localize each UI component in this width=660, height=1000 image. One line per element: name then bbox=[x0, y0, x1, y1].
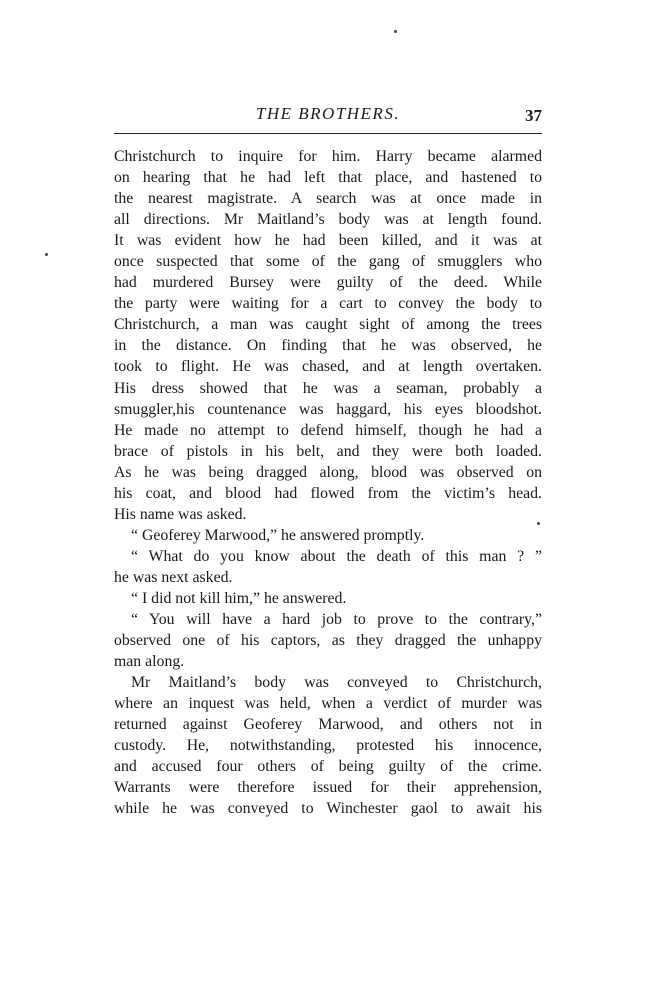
text-line: had murdered Bursey were guilty of the deed. While bbox=[114, 274, 542, 292]
text-line: It was evident how he had been killed, and it was at bbox=[114, 232, 542, 250]
text-line: Mr Maitland’s body was conveyed to Christchurch, bbox=[131, 674, 542, 692]
speck-mark bbox=[394, 30, 397, 33]
text-line: “ Geoferey Marwood,” he answered promptly. bbox=[131, 526, 425, 544]
body-text bbox=[114, 146, 542, 820]
text-line: returned against Geoferey Marwood, and others not in bbox=[114, 716, 542, 734]
text-line: custody. He, notwithstanding, protested his innocence, bbox=[114, 737, 542, 755]
text-line: he was next asked. bbox=[114, 568, 233, 586]
text-line: once suspected that some of the gang of smugglers who bbox=[114, 253, 542, 271]
text-line: smuggler,his countenance was haggard, his eyes bloodshot. bbox=[114, 400, 542, 418]
text-line: His dress showed that he was a seaman, probably a bbox=[114, 379, 542, 397]
running-title: THE BROTHERS. bbox=[255, 104, 401, 123]
text-line: while he was conveyed to Winchester gaol to await his bbox=[114, 800, 542, 818]
text-line: and accused four others of being guilty of the crime. bbox=[114, 758, 542, 776]
text-line: on hearing that he had left that place, and hastened to bbox=[114, 169, 542, 187]
text-line: “ You will have a hard job to prove to the contrary,” bbox=[131, 611, 542, 629]
text-line: all directions. Mr Maitland’s body was at length found. bbox=[114, 211, 542, 229]
speck-mark bbox=[45, 253, 48, 256]
text-line: the nearest magistrate. A search was at once made in bbox=[114, 190, 542, 208]
text-line: As he was being dragged along, blood was observed on bbox=[114, 463, 542, 481]
page-number: 37 bbox=[525, 106, 542, 125]
text-line: Warrants were therefore issued for their apprehension, bbox=[114, 779, 542, 797]
speck-mark bbox=[537, 522, 540, 525]
text-line: observed one of his captors, as they dragged the unhappy bbox=[114, 632, 542, 650]
running-header bbox=[114, 100, 542, 130]
text-line: in the distance. On finding that he was observed, he bbox=[114, 337, 542, 355]
text-line: where an inquest was held, when a verdict of murder was bbox=[114, 695, 542, 713]
text-line: his coat, and blood had flowed from the victim’s head. bbox=[114, 484, 542, 502]
text-line: He made no attempt to defend himself, though he had a bbox=[114, 421, 542, 439]
header-rule bbox=[114, 133, 542, 134]
text-line: His name was asked. bbox=[114, 505, 247, 523]
text-line: “ What do you know about the death of this man ? ” bbox=[131, 547, 542, 565]
text-line: Christchurch, a man was caught sight of among the trees bbox=[114, 316, 542, 334]
text-line: Christchurch to inquire for him. Harry became alarmed bbox=[114, 148, 542, 165]
text-line: man along. bbox=[114, 653, 185, 671]
text-line: the party were waiting for a cart to convey the body to bbox=[114, 295, 542, 313]
text-line: took to flight. He was chased, and at length overtaken. bbox=[114, 358, 542, 376]
text-line: “ I did not kill him,” he answered. bbox=[131, 589, 347, 607]
text-line: brace of pistols in his belt, and they were both loaded. bbox=[114, 442, 542, 460]
